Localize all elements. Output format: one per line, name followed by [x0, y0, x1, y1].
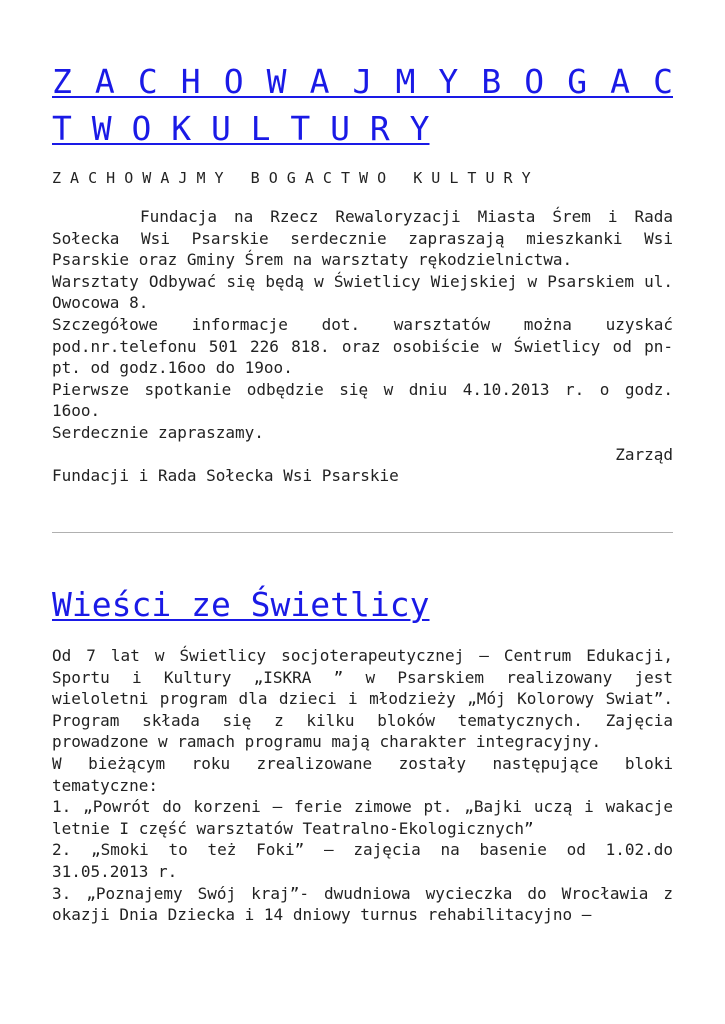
post-subtitle: Z A C H O W A J M Y B O G A C T W O K U L T U R Y: [52, 169, 531, 187]
paragraph: W bieżącym roku zrealizowane zostały następujące bloki tematyczne:: [52, 753, 673, 795]
paragraph: Fundacja na Rzecz Rewaloryzacji Miasta Śrem i Rada Sołecka Wsi Psarskie serdecznie zapraszają mieszkanki Wsi Psarskie oraz Gminy Śrem na warsztaty rękodzielnictwa.: [52, 207, 673, 270]
post-title-line-1[interactable]: Z A C H O W A J M Y B O G A C: [52, 62, 673, 101]
signature-left: Fundacji i Rada Sołecka Wsi Psarskie: [52, 466, 399, 486]
post-title-link[interactable]: [52, 58, 673, 152]
list-item: 2. „Smoki to też Foki” – zajęcia na basenie od 1.02.do 31.05.2013 r.: [52, 840, 673, 881]
paragraph: Szczegółowe informacje dot. warsztatów można uzyskać pod.nr.telefonu 501 226 818. oraz osobiście w Świetlicy od pn-pt. od godz.16oo do 19oo.: [52, 314, 673, 378]
post-divider: [52, 532, 673, 533]
list-item: 3. „Poznajemy Swój kraj”- dwudniowa wycieczka do Wrocławia z okazji Dnia Dziecka i 14 dniowy turnus rehabilitacyjno –: [52, 883, 673, 925]
paragraph: Od 7 lat w Świetlicy socjoterapeutycznej – Centrum Edukacji, Sportu i Kultury „ISKRA ” w Psarskiem realizowany jest wieloletni program dla dzieci i młodzieży „Mój Kolorowy Swiat”. Program składa się z kilku bloków tematycznych. Zajęcia prowadzone w ramach programu mają charakter integracyjny.: [52, 646, 673, 752]
paragraph: Warsztaty Odbywać się będą w Świetlicy Wiejskiej w Psarskiem ul. Owocowa 8.: [52, 271, 673, 313]
list-item: 1. „Powrót do korzeni – ferie zimowe pt. „Bajki uczą i wakacje letnie I część warsztatów Teatralno-Ekologicznych”: [52, 797, 673, 838]
post-body: [52, 206, 673, 487]
paragraph: Serdecznie zapraszamy.: [52, 422, 264, 442]
post-title-line-2[interactable]: T W O K U L T U R Y: [52, 109, 430, 148]
paragraph: Pierwsze spotkanie odbędzie się w dniu 4.10.2013 r. o godz. 16oo.: [52, 379, 673, 421]
post-body: [52, 645, 673, 926]
post-title-link[interactable]: Wieści ze Świetlicy: [52, 585, 430, 624]
signature-right: Zarząd: [615, 444, 673, 464]
